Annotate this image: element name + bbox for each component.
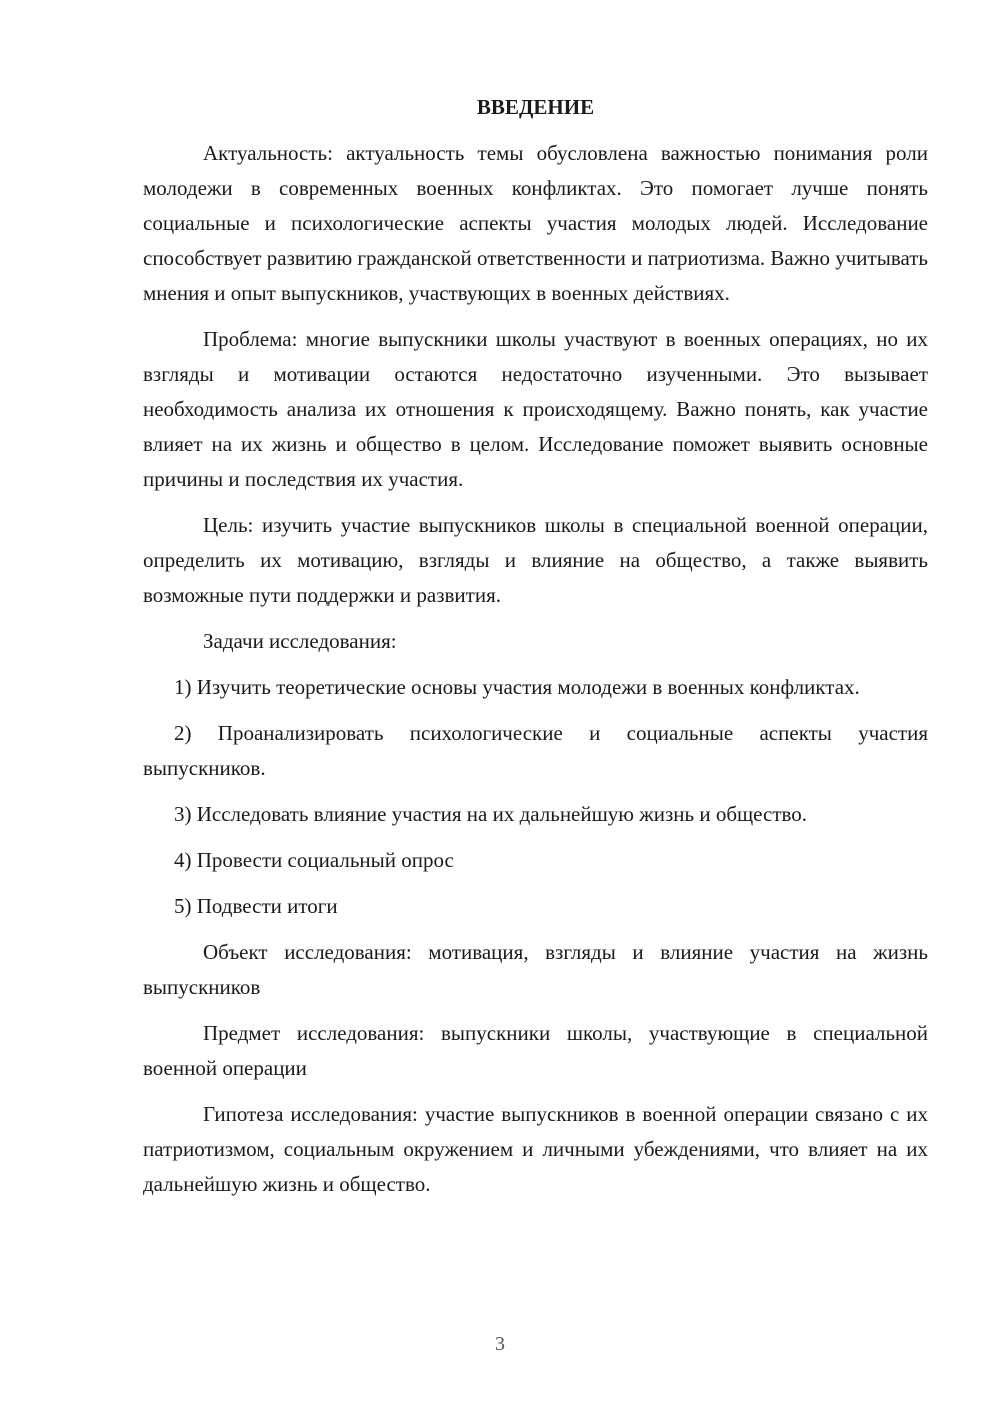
hypothesis-paragraph: Гипотеза исследования: участие выпускников в военной операции связано с их патриотизмом, социальным окружением и личными убеждениями, что влияет на их дальнейшую жизнь и общество. xyxy=(143,1102,928,1196)
task-item-3: 3) Исследовать влияние участия на их дальнейшую жизнь и общество. xyxy=(174,802,808,826)
relevance-paragraph: Актуальность: актуальность темы обусловлена важностью понимания роли молодежи в современных военных конфликтах. Это помогает лучше понять социальные и психологические аспекты участия молодых людей. Исследование способствует развитию гражданской ответственности и патриотизма. Важно учитывать мнения и опыт выпускников, участвующих в военных действиях. xyxy=(143,141,928,305)
task-item-4: 4) Провести социальный опрос xyxy=(174,848,454,872)
goal-paragraph: Цель: изучить участие выпускников школы в специальной военной операции, определить их мотивацию, взгляды и влияние на общество, а также выявить возможные пути поддержки и развития. xyxy=(143,513,928,607)
document-page xyxy=(143,90,928,1213)
object-paragraph: Объект исследования: мотивация, взгляды и влияние участия на жизнь выпускников xyxy=(143,940,928,999)
task-item-2: 2) Проанализировать психологические и социальные аспекты участия выпускников. xyxy=(143,721,928,780)
page-number: 3 xyxy=(495,1333,505,1355)
tasks-heading: Задачи исследования: xyxy=(203,629,397,653)
problem-paragraph: Проблема: многие выпускники школы участвуют в военных операциях, но их взгляды и мотивации остаются недостаточно изученными. Это вызывает необходимость анализа их отношения к происходящему. Важно понять, как участие влияет на их жизнь и общество в целом. Исследование поможет выявить основные причины и последствия их участия. xyxy=(143,327,928,491)
subject-paragraph: Предмет исследования: выпускники школы, участвующие в специальной военной операции xyxy=(143,1021,928,1080)
page-title: ВВЕДЕНИЕ xyxy=(476,95,595,119)
task-item-5: 5) Подвести итоги xyxy=(174,894,338,918)
task-item-1: 1) Изучить теоретические основы участия молодежи в военных конфликтах. xyxy=(174,675,860,699)
